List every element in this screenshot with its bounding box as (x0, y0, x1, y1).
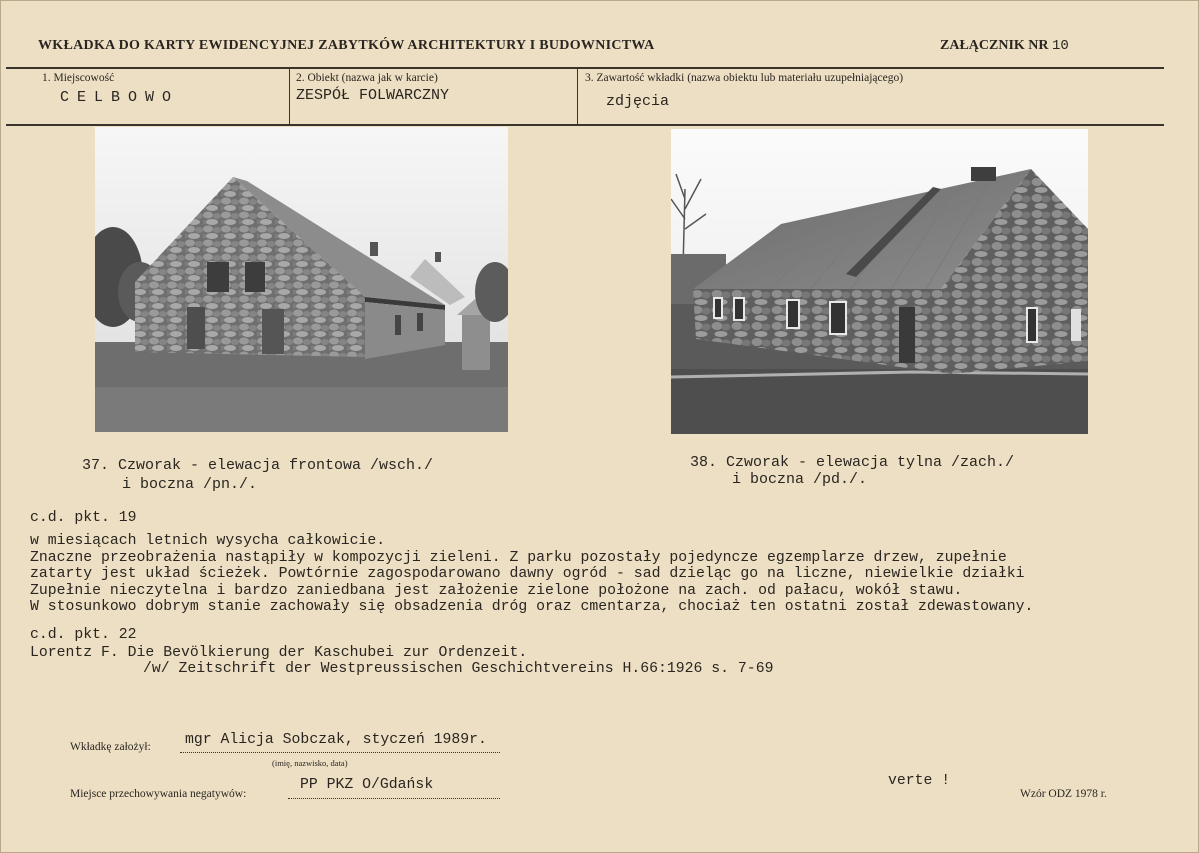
form-id: Wzór ODZ 1978 r. (1020, 788, 1107, 800)
object-value: ZESPÓŁ FOLWARCZNY (296, 87, 450, 104)
bibliography-line-2: /w/ Zeitschrift der Westpreussischen Geschichtvereins H.66:1926 s. 7-69 (143, 661, 774, 677)
photo-front-elevation-image (95, 127, 508, 432)
body-line-2: Znaczne przeobrażenia nastąpiły w kompozycji zieleni. Z parku pozostały pojedyncze egzemplarze drzew, zupełnie (30, 550, 1007, 566)
header-rule (6, 67, 1164, 69)
object-label: 2. Obiekt (nazwa jak w karcie) (296, 72, 438, 84)
ref-pkt-19: c.d. pkt. 19 (30, 510, 137, 526)
field-divider-1 (289, 68, 290, 124)
photo-caption-37-line1: 37. Czworak - elewacja frontowa /wsch./ (82, 457, 434, 474)
photo-caption-38-line1: 38. Czworak - elewacja tylna /zach./ (690, 454, 1015, 471)
bibliography-line-1: Lorentz F. Die Bevölkierung der Kaschubei zur Ordenzeit. (30, 645, 528, 661)
body-line-4: Zupełnie nieczytelna i bardzo zaniedbana jest założenie zielone położone na zach. od pałacu, wokół stawu. (30, 583, 963, 599)
body-line-3: zatarty jest układ ścieżek. Powtórnie zagospodarowano dawny ogród - sad dzieląc go na liczne, niewielkie działki (30, 566, 1025, 582)
storage-value: PP PKZ O/Gdańsk (300, 777, 434, 793)
annex-label (940, 38, 1069, 54)
author-label: Wkładkę założył: (70, 741, 151, 753)
author-value: mgr Alicja Sobczak, styczeń 1989r. (185, 732, 487, 748)
fields-rule (6, 124, 1164, 126)
photo-caption-38-line2: i boczna /pd./. (732, 471, 868, 488)
photo-front-elevation (95, 127, 508, 432)
photo-caption-37-line2: i boczna /pn./. (122, 476, 258, 493)
card-title: WKŁADKA DO KARTY EWIDENCYJNEJ ZABYTKÓW ARCHITEKTURY I BUDOWNICTWA (38, 38, 655, 53)
storage-dotline (288, 798, 500, 799)
storage-label: Miejsce przechowywania negatywów: (70, 788, 247, 800)
place-label: 1. Miejscowość (42, 72, 115, 84)
place-value: CELBOWO (60, 89, 180, 106)
photo-rear-elevation-image (671, 129, 1088, 434)
field-divider-2 (577, 68, 578, 124)
annex-label-text: ZAŁĄCZNIK NR (940, 38, 1049, 53)
ref-pkt-22: c.d. pkt. 22 (30, 627, 137, 643)
content-value: zdjęcia (606, 93, 670, 110)
content-label: 3. Zawartość wkładki (nazwa obiektu lub materiału uzupełniającego) (585, 72, 904, 84)
author-dotline (180, 752, 500, 753)
verte-note: verte ! (888, 773, 951, 789)
author-hint: (imię, nazwisko, data) (272, 758, 348, 768)
body-line-5: W stosunkowo dobrym stanie zachowały się obsadzenia dróg oraz cmentarza, chociaż ten ostatni został zdewastowany. (30, 599, 1034, 615)
photo-rear-elevation (671, 129, 1088, 434)
annex-number: 10 (1052, 38, 1069, 54)
body-line-1: w miesiącach letnich wysycha całkowicie. (30, 533, 386, 549)
